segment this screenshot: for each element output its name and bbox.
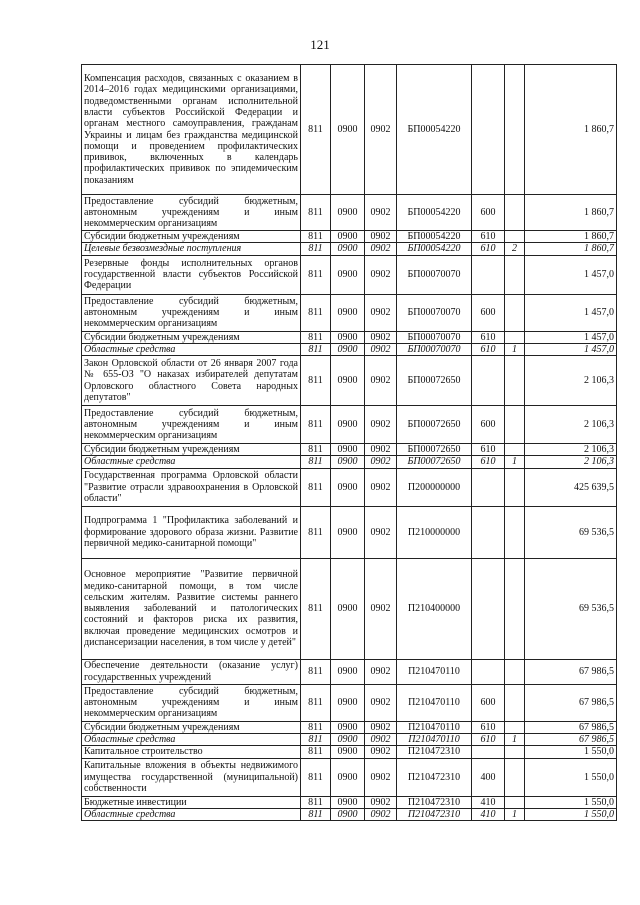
cell-target-item: П210000000: [397, 506, 472, 558]
cell-section-code: 0900: [331, 758, 365, 796]
cell-funding-source: 2: [505, 243, 525, 255]
cell-description: Областные средства: [82, 343, 301, 355]
cell-department-code: 811: [301, 808, 331, 820]
cell-section-code: 0900: [331, 444, 365, 456]
table-row: [82, 331, 617, 343]
cell-expense-type: 610: [472, 456, 505, 468]
cell-department-code: 811: [301, 506, 331, 558]
cell-amount: 67 986,5: [525, 721, 617, 733]
cell-section-code: 0900: [331, 255, 365, 294]
cell-target-item: БП00054220: [397, 195, 472, 231]
cell-funding-source: [505, 558, 525, 659]
cell-expense-type: [472, 746, 505, 758]
cell-department-code: 811: [301, 456, 331, 468]
cell-funding-source: [505, 468, 525, 506]
cell-target-item: П210470110: [397, 721, 472, 733]
cell-amount: 1 457,0: [525, 331, 617, 343]
table-row: [82, 255, 617, 294]
cell-target-item: П200000000: [397, 468, 472, 506]
cell-subsection-code: 0902: [365, 356, 397, 406]
cell-description: Закон Орловской области от 26 января 2007 года № 655-ОЗ "О наказах избирателей депутатам Орловского областного Совета народных депутатов": [82, 356, 301, 406]
cell-section-code: 0900: [331, 195, 365, 231]
cell-description: Предоставление субсидий бюджетным, автономным учреждениям и иным некоммерческим организациям: [82, 294, 301, 331]
cell-expense-type: 600: [472, 294, 505, 331]
cell-section-code: 0900: [331, 721, 365, 733]
cell-expense-type: [472, 65, 505, 195]
cell-subsection-code: 0902: [365, 231, 397, 243]
cell-amount: 1 550,0: [525, 746, 617, 758]
cell-subsection-code: 0902: [365, 721, 397, 733]
cell-amount: 67 986,5: [525, 659, 617, 684]
cell-department-code: 811: [301, 243, 331, 255]
cell-description: Основное мероприятие "Развитие первичной медико-санитарной помощи, в том числе сельским жителям. Развитие системы раннего выявления заболеваний и патологических состояний и факторов риска их развития, включая проведение медицинских осмотров и диспансеризации населения, в том числе у детей": [82, 558, 301, 659]
cell-department-code: 811: [301, 684, 331, 721]
cell-expense-type: [472, 255, 505, 294]
cell-subsection-code: 0902: [365, 243, 397, 255]
table-row: [82, 808, 617, 820]
cell-department-code: 811: [301, 444, 331, 456]
cell-department-code: 811: [301, 558, 331, 659]
cell-section-code: 0900: [331, 65, 365, 195]
cell-target-item: П210472310: [397, 746, 472, 758]
cell-subsection-code: 0902: [365, 659, 397, 684]
cell-funding-source: [505, 746, 525, 758]
cell-funding-source: [505, 721, 525, 733]
table-row: [82, 746, 617, 758]
table-row: [82, 758, 617, 796]
cell-funding-source: [505, 406, 525, 444]
table-row: [82, 406, 617, 444]
cell-description: Предоставление субсидий бюджетным, автономным учреждениям и иным некоммерческим организациям: [82, 195, 301, 231]
cell-expense-type: [472, 356, 505, 406]
cell-subsection-code: 0902: [365, 506, 397, 558]
cell-expense-type: 410: [472, 796, 505, 808]
cell-expense-type: 610: [472, 243, 505, 255]
cell-funding-source: 1: [505, 808, 525, 820]
cell-funding-source: [505, 659, 525, 684]
cell-expense-type: [472, 468, 505, 506]
budget-table-body: [82, 65, 617, 821]
cell-section-code: 0900: [331, 331, 365, 343]
cell-section-code: 0900: [331, 734, 365, 746]
table-row: [82, 444, 617, 456]
cell-target-item: БП00070070: [397, 331, 472, 343]
cell-description: Обеспечение деятельности (оказание услуг) государственных учреждений: [82, 659, 301, 684]
cell-expense-type: 610: [472, 444, 505, 456]
table-row: [82, 558, 617, 659]
cell-description: Резервные фонды исполнительных органов государственной власти субъектов Российской Федерации: [82, 255, 301, 294]
cell-funding-source: [505, 356, 525, 406]
cell-department-code: 811: [301, 65, 331, 195]
cell-section-code: 0900: [331, 456, 365, 468]
cell-subsection-code: 0902: [365, 558, 397, 659]
cell-subsection-code: 0902: [365, 444, 397, 456]
cell-expense-type: [472, 659, 505, 684]
cell-subsection-code: 0902: [365, 294, 397, 331]
cell-target-item: БП00054220: [397, 65, 472, 195]
cell-funding-source: [505, 294, 525, 331]
cell-department-code: 811: [301, 721, 331, 733]
cell-section-code: 0900: [331, 243, 365, 255]
cell-funding-source: 1: [505, 343, 525, 355]
cell-amount: 425 639,5: [525, 468, 617, 506]
cell-expense-type: 610: [472, 734, 505, 746]
cell-department-code: 811: [301, 746, 331, 758]
cell-expense-type: 600: [472, 684, 505, 721]
cell-funding-source: [505, 506, 525, 558]
cell-section-code: 0900: [331, 231, 365, 243]
cell-description: Областные средства: [82, 456, 301, 468]
cell-expense-type: 400: [472, 758, 505, 796]
table-row: [82, 659, 617, 684]
cell-target-item: БП00070070: [397, 294, 472, 331]
cell-target-item: БП00070070: [397, 343, 472, 355]
cell-subsection-code: 0902: [365, 746, 397, 758]
cell-amount: 67 986,5: [525, 684, 617, 721]
cell-funding-source: [505, 231, 525, 243]
cell-expense-type: [472, 558, 505, 659]
budget-table: [81, 64, 617, 821]
cell-expense-type: 600: [472, 406, 505, 444]
cell-target-item: П210470110: [397, 734, 472, 746]
cell-department-code: 811: [301, 406, 331, 444]
table-row: [82, 195, 617, 231]
cell-amount: 2 106,3: [525, 456, 617, 468]
cell-description: Бюджетные инвестиции: [82, 796, 301, 808]
cell-subsection-code: 0902: [365, 758, 397, 796]
cell-section-code: 0900: [331, 406, 365, 444]
table-row: [82, 506, 617, 558]
cell-amount: 69 536,5: [525, 558, 617, 659]
cell-amount: 1 550,0: [525, 758, 617, 796]
cell-description: Областные средства: [82, 808, 301, 820]
cell-expense-type: 610: [472, 343, 505, 355]
cell-department-code: 811: [301, 356, 331, 406]
cell-funding-source: [505, 444, 525, 456]
cell-amount: 1 457,0: [525, 255, 617, 294]
cell-amount: 1 550,0: [525, 808, 617, 820]
table-row: [82, 343, 617, 355]
cell-subsection-code: 0902: [365, 796, 397, 808]
cell-description: Капитальные вложения в объекты недвижимого имущества государственной (муниципальной) собственности: [82, 758, 301, 796]
cell-subsection-code: 0902: [365, 195, 397, 231]
cell-funding-source: [505, 65, 525, 195]
cell-description: Государственная программа Орловской области "Развитие отрасли здравоохранения в Орловской области": [82, 468, 301, 506]
cell-subsection-code: 0902: [365, 468, 397, 506]
cell-amount: 1 860,7: [525, 243, 617, 255]
cell-section-code: 0900: [331, 746, 365, 758]
cell-section-code: 0900: [331, 356, 365, 406]
cell-subsection-code: 0902: [365, 734, 397, 746]
cell-description: Областные средства: [82, 734, 301, 746]
cell-target-item: БП00072650: [397, 406, 472, 444]
cell-funding-source: [505, 255, 525, 294]
cell-description: Подпрограмма 1 "Профилактика заболеваний и формирование здорового образа жизни. Развитие первичной медико-санитарной помощи": [82, 506, 301, 558]
cell-section-code: 0900: [331, 558, 365, 659]
cell-funding-source: [505, 331, 525, 343]
table-row: [82, 294, 617, 331]
cell-amount: 1 457,0: [525, 343, 617, 355]
cell-description: Предоставление субсидий бюджетным, автономным учреждениям и иным некоммерческим организациям: [82, 684, 301, 721]
table-row: [82, 243, 617, 255]
cell-funding-source: 1: [505, 456, 525, 468]
cell-target-item: БП00072650: [397, 456, 472, 468]
cell-subsection-code: 0902: [365, 406, 397, 444]
cell-description: Целевые безвозмездные поступления: [82, 243, 301, 255]
cell-target-item: П210400000: [397, 558, 472, 659]
cell-expense-type: 610: [472, 231, 505, 243]
page-number: 121: [310, 37, 330, 52]
cell-section-code: 0900: [331, 468, 365, 506]
cell-amount: 67 986,5: [525, 734, 617, 746]
cell-department-code: 811: [301, 195, 331, 231]
cell-department-code: 811: [301, 331, 331, 343]
cell-description: Компенсация расходов, связанных с оказанием в 2014–2016 годах медицинскими организациями, подведомственными органам исполнительной власти субъектов Российской Федерации и органам местного самоуправления, гражданам Украины и лицам без гражданства медицинской помощи и проведением профилактических прививок, включенных в календарь профилактических прививок по эпидемическим показаниям: [82, 65, 301, 195]
cell-expense-type: 610: [472, 331, 505, 343]
cell-section-code: 0900: [331, 506, 365, 558]
cell-amount: 2 106,3: [525, 406, 617, 444]
cell-amount: 1 457,0: [525, 294, 617, 331]
cell-section-code: 0900: [331, 343, 365, 355]
cell-description: Субсидии бюджетным учреждениям: [82, 231, 301, 243]
cell-funding-source: 1: [505, 734, 525, 746]
cell-section-code: 0900: [331, 659, 365, 684]
table-row: [82, 684, 617, 721]
cell-amount: 1 860,7: [525, 231, 617, 243]
cell-department-code: 811: [301, 343, 331, 355]
cell-funding-source: [505, 684, 525, 721]
cell-section-code: 0900: [331, 294, 365, 331]
cell-amount: 69 536,5: [525, 506, 617, 558]
table-row: [82, 721, 617, 733]
cell-target-item: БП00054220: [397, 243, 472, 255]
cell-section-code: 0900: [331, 808, 365, 820]
cell-amount: 2 106,3: [525, 444, 617, 456]
cell-subsection-code: 0902: [365, 255, 397, 294]
cell-amount: 1 860,7: [525, 65, 617, 195]
cell-department-code: 811: [301, 734, 331, 746]
cell-department-code: 811: [301, 796, 331, 808]
cell-department-code: 811: [301, 294, 331, 331]
cell-target-item: БП00054220: [397, 231, 472, 243]
cell-department-code: 811: [301, 231, 331, 243]
cell-target-item: П210472310: [397, 796, 472, 808]
table-row: [82, 456, 617, 468]
table-row: [82, 796, 617, 808]
cell-expense-type: [472, 506, 505, 558]
cell-amount: 2 106,3: [525, 356, 617, 406]
cell-target-item: БП00072650: [397, 444, 472, 456]
cell-expense-type: 610: [472, 721, 505, 733]
cell-subsection-code: 0902: [365, 343, 397, 355]
cell-target-item: П210472310: [397, 808, 472, 820]
cell-subsection-code: 0902: [365, 684, 397, 721]
cell-department-code: 811: [301, 758, 331, 796]
cell-target-item: БП00072650: [397, 356, 472, 406]
cell-subsection-code: 0902: [365, 456, 397, 468]
cell-target-item: П210472310: [397, 758, 472, 796]
cell-target-item: П210470110: [397, 659, 472, 684]
cell-target-item: БП00070070: [397, 255, 472, 294]
cell-department-code: 811: [301, 468, 331, 506]
table-row: [82, 356, 617, 406]
cell-funding-source: [505, 796, 525, 808]
cell-description: Предоставление субсидий бюджетным, автономным учреждениям и иным некоммерческим организациям: [82, 406, 301, 444]
cell-funding-source: [505, 195, 525, 231]
cell-amount: 1 550,0: [525, 796, 617, 808]
cell-description: Капитальное строительство: [82, 746, 301, 758]
cell-department-code: 811: [301, 255, 331, 294]
cell-subsection-code: 0902: [365, 65, 397, 195]
cell-department-code: 811: [301, 659, 331, 684]
cell-subsection-code: 0902: [365, 331, 397, 343]
cell-expense-type: 600: [472, 195, 505, 231]
cell-expense-type: 410: [472, 808, 505, 820]
cell-section-code: 0900: [331, 684, 365, 721]
cell-funding-source: [505, 758, 525, 796]
cell-description: Субсидии бюджетным учреждениям: [82, 331, 301, 343]
table-row: [82, 231, 617, 243]
table-row: [82, 734, 617, 746]
cell-subsection-code: 0902: [365, 808, 397, 820]
cell-section-code: 0900: [331, 796, 365, 808]
cell-description: Субсидии бюджетным учреждениям: [82, 721, 301, 733]
cell-description: Субсидии бюджетным учреждениям: [82, 444, 301, 456]
table-row: [82, 65, 617, 195]
cell-target-item: П210470110: [397, 684, 472, 721]
table-row: [82, 468, 617, 506]
cell-amount: 1 860,7: [525, 195, 617, 231]
